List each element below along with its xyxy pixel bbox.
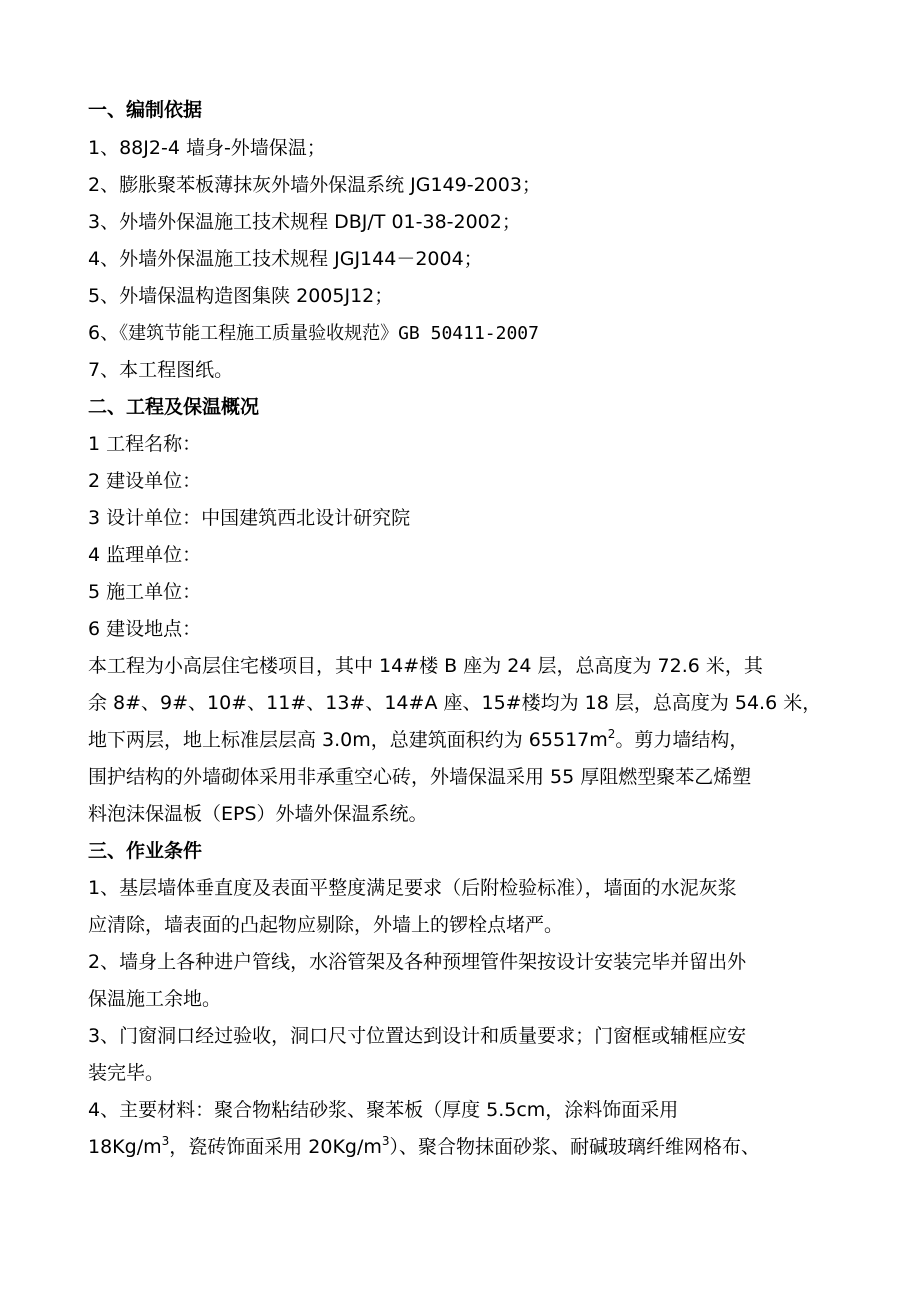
conditions-line-3: 2、墙身上各种进户管线，水浴管架及各种预埋管件架按设计安装完毕并留出外 <box>88 951 747 973</box>
overview-item-4: 4 监理单位： <box>88 544 202 566</box>
conditions-line-6: 装完毕。 <box>88 1062 165 1084</box>
overview-para-line-4: 围护结构的外墙砌体采用非承重空心砖，外墙保温采用 55 厚阻燃型聚苯乙烯塑 <box>88 766 752 788</box>
overview-item-6: 6 建设地点： <box>88 618 202 640</box>
basis-item-5: 5、外墙保温构造图集陕 2005J12； <box>88 285 394 307</box>
overview-item-3: 3 设计单位：中国建筑西北设计研究院 <box>88 507 411 529</box>
section-heading-overview: 二、工程及保温概况 <box>88 396 260 418</box>
tile-density: ，瓷砖饰面采用 20Kg/m <box>169 1136 382 1158</box>
overview-para-line-2: 余 8#、9#、10#、11#、13#、14#A 座、15#楼均为 18 层，总高度为 54.6 米， <box>88 692 822 714</box>
basis-item-6-number: 6、 <box>88 322 120 344</box>
conditions-line-5: 3、门窗洞口经过验收，洞口尺寸位置达到设计和质量要求；门窗框或辅框应安 <box>88 1025 747 1047</box>
overview-para-structure: 。剪力墙结构， <box>615 729 749 751</box>
overview-item-2: 2 建设单位： <box>88 470 202 492</box>
section-heading-basis: 一、编制依据 <box>88 99 203 121</box>
overview-para-line-1: 本工程为小高层住宅楼项目，其中 14#楼 B 座为 24 层，总高度为 72.6 米，其 <box>88 655 763 677</box>
basis-item-3: 3、外墙外保温施工技术规程 DBJ/T 01-38-2002； <box>88 211 521 233</box>
conditions-line-8 <box>88 1135 833 1159</box>
materials-continued: ）、聚合物抹面砂浆、耐碱玻璃纤维网格布、 <box>389 1136 761 1158</box>
basis-item-6-text: 《建筑节能工程施工质量验收规范》GB 50411-2007 <box>119 323 539 344</box>
basis-item-2: 2、膨胀聚苯板薄抹灰外墙外保温系统 JG149-2003； <box>88 174 541 196</box>
conditions-line-1: 1、基层墙体垂直度及表面平整度满足要求（后附检验标准），墙面的水泥灰浆 <box>88 877 737 899</box>
basis-item-7: 7、本工程图纸。 <box>88 359 234 381</box>
conditions-line-4: 保温施工余地。 <box>88 988 222 1010</box>
basis-item-6 <box>88 321 833 346</box>
overview-item-5: 5 施工单位： <box>88 581 202 603</box>
superscript-3-b: 3 <box>381 1135 390 1148</box>
basis-item-4: 4、外墙外保温施工技术规程 JGJ144－2004； <box>88 248 483 270</box>
section-heading-conditions: 三、作业条件 <box>88 840 203 862</box>
superscript-3-a: 3 <box>161 1135 170 1148</box>
superscript-2: 2 <box>607 728 616 741</box>
coating-density: 18Kg/m <box>88 1136 162 1158</box>
basis-item-1: 1、88J2-4 墙身-外墙保温； <box>88 137 326 159</box>
overview-item-1: 1 工程名称： <box>88 433 202 455</box>
conditions-line-7: 4、主要材料：聚合物粘结砂浆、聚苯板（厚度 5.5cm，涂料饰面采用 <box>88 1099 679 1121</box>
overview-para-line-5: 料泡沫保温板（EPS）外墙外保温系统。 <box>88 803 428 825</box>
overview-para-line-3 <box>88 728 833 752</box>
overview-para-area: 地下两层，地上标准层层高 3.0m，总建筑面积约为 65517m <box>88 729 608 751</box>
conditions-line-2: 应清除，墙表面的凸起物应剔除，外墙上的锣栓点堵严。 <box>88 914 564 936</box>
